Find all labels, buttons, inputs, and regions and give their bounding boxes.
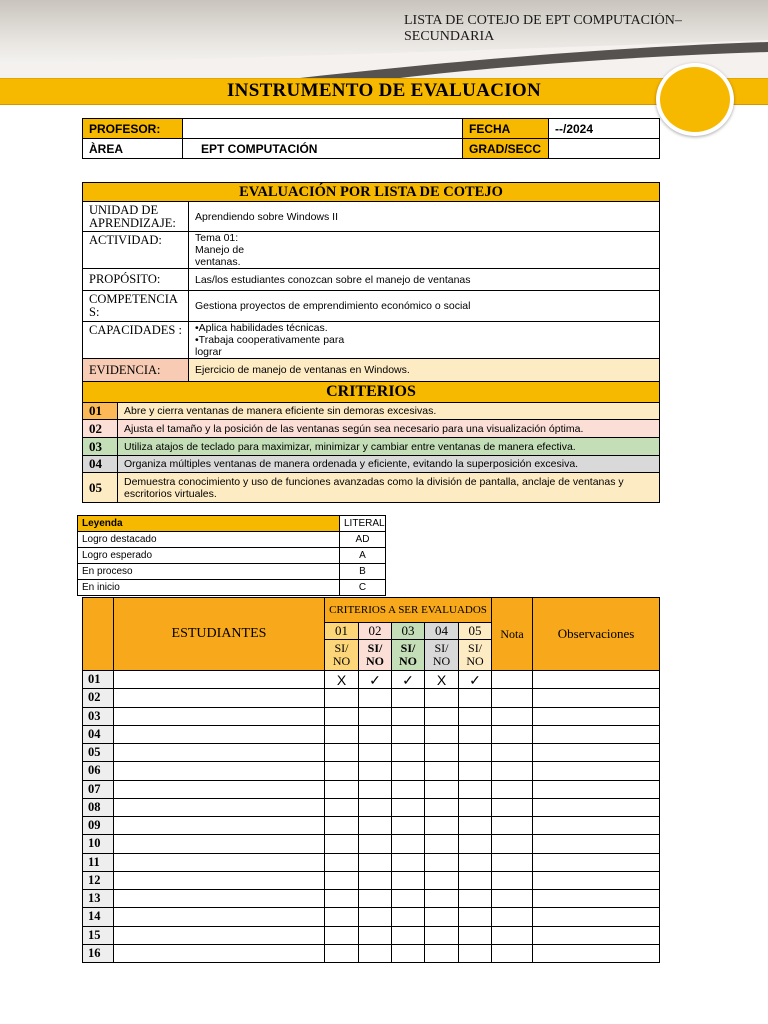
table-row [83,871,660,889]
students-header: ESTUDIANTES [114,598,325,671]
legend-item-label: En inicio [78,580,340,596]
criteria-check-cell[interactable] [325,926,359,944]
table-row [83,817,660,835]
student-number: 08 [83,798,114,816]
criteria-check-cell[interactable] [325,871,359,889]
table-row [83,762,660,780]
criteria-check-cell[interactable] [325,944,359,962]
nota-cell[interactable] [492,689,533,707]
student-name-cell[interactable] [114,780,325,798]
table-row [83,744,660,762]
criteria-check-cell[interactable] [359,798,392,816]
criteria-check-cell[interactable] [325,725,359,743]
criteria-check-cell[interactable] [459,944,492,962]
observaciones-cell[interactable] [533,835,660,853]
student-number: 09 [83,817,114,835]
criterio-text: Utiliza atajos de teclado para maximizar, minimizar y cambiar entre ventanas de manera efectiva. [118,438,660,456]
criteria-check-cell[interactable] [459,689,492,707]
criteria-check-cell[interactable] [425,798,459,816]
student-name-cell[interactable] [114,890,325,908]
criteria-check-cell[interactable] [392,689,425,707]
fecha-label: FECHA [463,119,549,139]
criteria-check-cell[interactable] [325,817,359,835]
criteria-check-cell[interactable] [425,817,459,835]
criteria-check-cell[interactable] [425,835,459,853]
student-number: 01 [83,671,114,689]
table-row [83,725,660,743]
criteria-check-cell[interactable] [425,871,459,889]
observaciones-cell[interactable] [533,689,660,707]
criteria-check-cell[interactable] [325,798,359,816]
nota-cell[interactable] [492,725,533,743]
actividad-label: ACTIVIDAD: [83,232,189,269]
proposito-label: PROPÓSITO: [83,269,189,291]
nota-cell[interactable] [492,798,533,816]
legend-item-literal: B [340,564,386,580]
profesor-field[interactable] [183,119,463,139]
student-name-cell[interactable] [114,707,325,725]
legend-title: Leyenda [78,516,340,532]
criteria-check-cell[interactable] [359,780,392,798]
evidencia-value: Ejercicio de manejo de ventanas en Windows. [189,359,660,382]
criteria-check-cell[interactable] [392,744,425,762]
nota-cell[interactable] [492,744,533,762]
criteria-check-cell[interactable] [425,853,459,871]
si-no-header: SI/ NO [359,640,392,671]
student-number: 05 [83,744,114,762]
criteria-check-cell[interactable] [459,871,492,889]
criteria-check-cell[interactable] [392,707,425,725]
student-number: 06 [83,762,114,780]
criteria-check-cell[interactable] [425,762,459,780]
observaciones-cell[interactable] [533,744,660,762]
student-number: 02 [83,689,114,707]
nota-cell[interactable] [492,817,533,835]
table-row [83,707,660,725]
grad-label: GRAD/SECC [463,139,549,159]
competencias-label: COMPETENCIAS: [83,291,189,322]
si-no-header: SI/ NO [325,640,359,671]
criteria-check-cell[interactable] [359,762,392,780]
criteria-check-cell[interactable]: X [425,671,459,689]
criteria-check-cell[interactable] [425,780,459,798]
criteria-check-cell[interactable] [392,890,425,908]
observaciones-cell[interactable] [533,944,660,962]
evidencia-label: EVIDENCIA: [83,359,189,382]
proposito-value: Las/los estudiantes conozcan sobre el manejo de ventanas [189,269,660,291]
criteria-check-cell[interactable] [425,926,459,944]
nota-header: Nota [492,598,533,671]
criteria-check-cell[interactable] [359,926,392,944]
criteria-check-cell[interactable] [459,890,492,908]
grad-field[interactable] [549,139,660,159]
criteria-check-cell[interactable] [325,689,359,707]
criteria-check-cell[interactable] [459,780,492,798]
criteria-check-cell[interactable] [392,798,425,816]
observaciones-cell[interactable] [533,871,660,889]
legend-item-literal: AD [340,532,386,548]
unidad-label: UNIDAD DE APRENDIZAJE: [83,202,189,232]
criteria-check-cell[interactable] [325,762,359,780]
student-number: 12 [83,871,114,889]
criteria-check-cell[interactable] [359,744,392,762]
student-name-cell[interactable] [114,762,325,780]
criteria-check-cell[interactable] [359,908,392,926]
nota-cell[interactable] [492,908,533,926]
criteria-num-header: 01 [325,623,359,640]
observaciones-cell[interactable] [533,725,660,743]
criteria-num-header: 05 [459,623,492,640]
table-row [83,835,660,853]
si-no-header: SI/ NO [459,640,492,671]
observaciones-cell[interactable] [533,671,660,689]
criterio-text: Demuestra conocimiento y uso de funciones avanzadas como la división de pantalla, anclaje de ventanas y escritorios virtuales. [118,473,660,503]
student-name-cell[interactable] [114,798,325,816]
evaluation-title: EVALUACIÓN POR LISTA DE COTEJO [83,183,660,202]
observaciones-cell[interactable] [533,780,660,798]
observaciones-cell[interactable] [533,908,660,926]
criteria-check-cell[interactable]: ✓ [459,671,492,689]
criteria-check-cell[interactable] [359,853,392,871]
criteria-check-cell[interactable] [425,744,459,762]
criteria-num-header: 02 [359,623,392,640]
table-row [83,908,660,926]
page-title: INSTRUMENTO DE EVALUACION [226,80,542,101]
observaciones-cell[interactable] [533,762,660,780]
criteria-check-cell[interactable] [359,725,392,743]
criteria-check-cell[interactable] [459,908,492,926]
legend-item-label: Logro esperado [78,548,340,564]
criteria-check-cell[interactable] [325,853,359,871]
criteria-num-header: 03 [392,623,425,640]
nota-cell[interactable] [492,871,533,889]
criteria-num-header: 04 [425,623,459,640]
criteria-check-cell[interactable] [392,835,425,853]
student-number: 03 [83,707,114,725]
student-number: 15 [83,926,114,944]
student-name-cell[interactable] [114,944,325,962]
circle-decoration [656,63,734,136]
criteria-check-cell[interactable] [425,689,459,707]
legend-item-label: Logro destacado [78,532,340,548]
criteria-check-cell[interactable] [459,853,492,871]
nota-cell[interactable] [492,944,533,962]
table-row [83,780,660,798]
criteria-check-cell[interactable] [425,908,459,926]
criteria-check-cell[interactable] [459,817,492,835]
student-name-cell[interactable] [114,853,325,871]
criteria-check-cell[interactable]: ✓ [359,671,392,689]
criteria-check-cell[interactable] [459,707,492,725]
criteria-check-cell[interactable] [392,871,425,889]
nota-cell[interactable] [492,707,533,725]
criteria-check-cell[interactable] [359,944,392,962]
student-number: 16 [83,944,114,962]
header-banner [0,0,768,110]
criterio-number: 02 [83,420,118,438]
observaciones-cell[interactable] [533,926,660,944]
criterio-number: 03 [83,438,118,456]
capacidades-label: CAPACIDADES : [83,322,189,359]
legend-literal-header: LITERAL [340,516,386,532]
criteria-check-cell[interactable] [325,890,359,908]
criteria-header: CRITERIOS A SER EVALUADOS [325,598,492,623]
criteria-check-cell[interactable] [425,890,459,908]
student-number: 13 [83,890,114,908]
student-number: 04 [83,725,114,743]
area-field[interactable]: EPT COMPUTACIÓN [183,139,463,159]
nota-cell[interactable] [492,926,533,944]
si-no-header: SI/ NO [425,640,459,671]
table-row [83,671,660,689]
capacidades-value: •Aplica habilidades técnicas. •Trabaja cooperativamente para lograr [189,322,660,359]
si-no-header: SI/ NO [392,640,425,671]
observaciones-cell[interactable] [533,890,660,908]
criterios-title: CRITERIOS [83,382,660,403]
criteria-check-cell[interactable] [359,817,392,835]
criteria-check-cell[interactable] [359,890,392,908]
criteria-check-cell[interactable] [392,853,425,871]
criteria-check-cell[interactable] [459,798,492,816]
student-name-cell[interactable] [114,835,325,853]
student-name-cell[interactable] [114,689,325,707]
criterio-number: 01 [83,403,118,420]
observaciones-cell[interactable] [533,817,660,835]
student-number: 10 [83,835,114,853]
criteria-check-cell[interactable] [392,725,425,743]
criterio-text: Abre y cierra ventanas de manera eficiente sin demoras excesivas. [118,403,660,420]
criteria-check-cell[interactable] [459,835,492,853]
unidad-value: Aprendiendo sobre Windows II [189,202,660,232]
student-name-cell[interactable] [114,671,325,689]
criteria-check-cell[interactable] [325,780,359,798]
table-row [83,926,660,944]
competencias-value: Gestiona proyectos de emprendimiento económico o social [189,291,660,322]
table-row [83,798,660,816]
criteria-check-cell[interactable] [325,707,359,725]
student-number: 07 [83,780,114,798]
legend-item-literal: A [340,548,386,564]
student-number: 11 [83,853,114,871]
criteria-check-cell[interactable] [425,707,459,725]
criteria-check-cell[interactable] [459,725,492,743]
evaluation-table [82,182,660,503]
table-row [83,890,660,908]
table-row [83,853,660,871]
criterio-number: 04 [83,456,118,473]
observaciones-cell[interactable] [533,853,660,871]
criteria-check-cell[interactable] [459,762,492,780]
student-name-cell[interactable] [114,744,325,762]
criteria-check-cell[interactable] [325,744,359,762]
nota-cell[interactable] [492,671,533,689]
teacher-info-table [82,118,660,159]
student-name-cell[interactable] [114,725,325,743]
table-row [83,689,660,707]
students-grid [82,597,660,963]
grid-corner [83,598,114,671]
criteria-check-cell[interactable] [359,835,392,853]
nota-cell[interactable] [492,780,533,798]
legend-item-literal: C [340,580,386,596]
nota-cell[interactable] [492,762,533,780]
criterio-text: Ajusta el tamaño y la posición de las ventanas según sea necesario para una visualización óptima. [118,420,660,438]
fecha-field[interactable]: --/2024 [549,119,660,139]
actividad-value: Tema 01: Manejo de ventanas. [189,232,660,269]
nota-cell[interactable] [492,890,533,908]
criteria-check-cell[interactable] [425,725,459,743]
observaciones-cell[interactable] [533,707,660,725]
criterio-number: 05 [83,473,118,503]
criterio-text: Organiza múltiples ventanas de manera ordenada y eficiente, evitando la superposición excesiva. [118,456,660,473]
criteria-check-cell[interactable] [392,908,425,926]
student-name-cell[interactable] [114,908,325,926]
criteria-check-cell[interactable] [359,871,392,889]
student-name-cell[interactable] [114,871,325,889]
criteria-check-cell[interactable] [459,926,492,944]
nota-cell[interactable] [492,853,533,871]
criteria-check-cell[interactable] [392,762,425,780]
document-header-title: LISTA DE COTEJO DE EPT COMPUTACIÓN– SECUNDARIA [404,13,682,40]
criteria-check-cell[interactable] [392,817,425,835]
profesor-label: PROFESOR: [83,119,183,139]
criteria-check-cell[interactable] [325,835,359,853]
criteria-check-cell[interactable] [359,707,392,725]
observaciones-header: Observaciones [533,598,660,671]
legend-item-label: En proceso [78,564,340,580]
criteria-check-cell[interactable] [392,926,425,944]
criteria-check-cell[interactable]: X [325,671,359,689]
nota-cell[interactable] [492,835,533,853]
student-name-cell[interactable] [114,817,325,835]
criteria-check-cell[interactable] [392,780,425,798]
criteria-check-cell[interactable] [459,744,492,762]
criteria-check-cell[interactable] [392,944,425,962]
criteria-check-cell[interactable] [359,689,392,707]
criteria-check-cell[interactable]: ✓ [392,671,425,689]
criteria-check-cell[interactable] [425,944,459,962]
student-name-cell[interactable] [114,926,325,944]
criteria-check-cell[interactable] [325,908,359,926]
area-label: ÀREA [83,139,183,159]
student-number: 14 [83,908,114,926]
table-row [83,944,660,962]
legend-table [77,515,386,596]
observaciones-cell[interactable] [533,798,660,816]
